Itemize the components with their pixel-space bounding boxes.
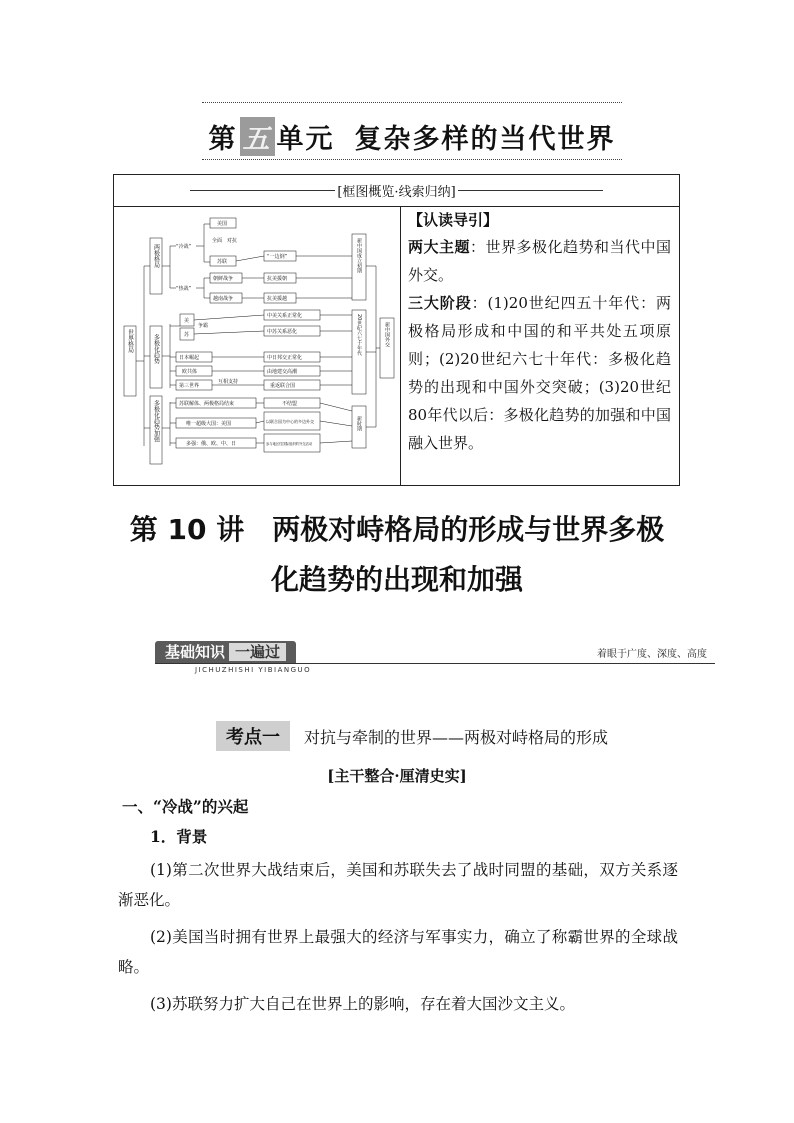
heading-cold-war: 一、“冷战”的兴起: [122, 797, 249, 816]
topic-title: 对抗与牵制的世界——两极对峙格局的形成: [304, 727, 609, 747]
framework-diagram: [114, 206, 401, 485]
guide-topics: 两大主题：世界多极化趋势和当代中国外交。: [408, 238, 671, 284]
diagram-diplomacy: 新中国外交: [384, 322, 390, 347]
unit-prefix: 第: [208, 124, 238, 155]
diagram-confront: 全面 对抗: [212, 238, 238, 244]
diagram-us-label: 美: [184, 318, 190, 324]
diagram-ussr: 苏联: [217, 259, 228, 265]
paragraph-3: (3)苏联努力扩大自己在世界上的影响，存在着大国沙文主义。: [150, 995, 575, 1013]
diagram-usa: 美国: [217, 221, 228, 227]
diagram-nonaligned: 不结盟: [282, 401, 298, 407]
diagram-newera: 新时期: [356, 416, 362, 431]
diagram-resist-korea: 抗美援朝: [267, 276, 288, 282]
diagram-coldwar: “冷战”: [176, 244, 192, 250]
section-heading: [主干整合·厘清史实]: [327, 767, 467, 785]
diagram-newchina: 新中国成立初期: [356, 238, 362, 273]
diagram-support: 互相支持: [218, 379, 239, 385]
diagram-un: 重返联合国: [270, 383, 296, 389]
paragraph-2: (2)美国当时拥有世界上最强大的经济与军事实力，确立了称霸世界的全球战略。: [118, 928, 678, 976]
outline-heading: [框图概览·线索归纳]: [114, 175, 679, 207]
topic-label: 考点一: [216, 721, 290, 751]
outline-box: [113, 174, 680, 486]
diagram-root: 世界格局: [126, 329, 134, 353]
unit-suffix: 单元: [276, 124, 335, 155]
banner-tab: 基础知识 一遍过: [155, 641, 296, 663]
diagram-superpower: 唯一超级大国：美国: [186, 421, 232, 427]
diagram-unite: 以联合国为中心的多边外交: [266, 419, 314, 424]
diagram-participate: 参与地区性国际组织的外交活动: [266, 442, 313, 446]
diagram-cn-eu: 由地建交高潮: [267, 369, 298, 375]
diagram-breakup: 苏联解体、两极格局结束: [179, 401, 235, 407]
diagram-multipolar: 多极化趋势: [152, 334, 160, 364]
paragraph-1: (1)第二次世界大战结束后，美国和苏联失去了战时同盟的基础，双方关系逐渐恶化。: [118, 861, 678, 909]
diagram-third: 第三世界: [179, 383, 200, 389]
basics-banner: [155, 641, 715, 677]
diagram-strengthen: 多极化趋势加强: [152, 400, 160, 442]
diagram-eu: 欧共体: [182, 369, 198, 375]
body-text: [118, 792, 678, 1019]
diagram-bipolar: 两极格局: [152, 244, 160, 268]
unit-header: [202, 102, 622, 160]
unit-number: 五: [240, 117, 275, 156]
banner-pinyin: JICHUZHISHI YIBIANGUO: [195, 666, 312, 674]
banner-slogan: 着眼于广度、深度、高度: [597, 649, 707, 660]
unit-name: 复杂多样的当代世界: [354, 124, 616, 155]
diagram-su-label: 苏: [184, 332, 190, 338]
topic-row: [216, 722, 676, 750]
diagram-japan: 日本崛起: [179, 355, 200, 361]
heading-background: 1．背景: [150, 827, 208, 846]
diagram-cn-su: 中苏关系恶化: [267, 329, 298, 335]
diagram-sixties: 20世纪六七十年代: [356, 314, 362, 356]
guide-title: 【认读导引】: [408, 211, 499, 229]
reading-guide: [408, 207, 671, 457]
diagram-multi: 多强：俄、欧、中、日: [186, 441, 237, 447]
diagram-contend: 争霸: [198, 323, 209, 329]
diagram-resist-viet: 抗美援越: [267, 296, 288, 302]
guide-stages: 三大阶段：(1)20世纪四五十年代：两极格局形成和中国的和平共处五项原则；(2)20世纪六七十年代：多极化趋势的出现和中国外交突破；(3)20世纪80年代以后：多极化趋势的加强和中国融入世界。: [408, 294, 671, 452]
diagram-cn-us: 中美关系正常化: [267, 313, 303, 319]
diagram-lean: “一边倒”: [267, 254, 288, 260]
diagram-vietnam: 越南战争: [213, 296, 234, 302]
unit-title: [202, 117, 622, 156]
lecture-title: 第 10 讲 两极对峙格局的形成与世界多极 化趋势的出现和加强: [129, 513, 665, 596]
diagram-korea: 朝鲜战争: [213, 276, 234, 282]
diagram-hotwar: “热战”: [176, 286, 192, 292]
diagram-cn-jp: 中日邦交正常化: [267, 355, 303, 361]
